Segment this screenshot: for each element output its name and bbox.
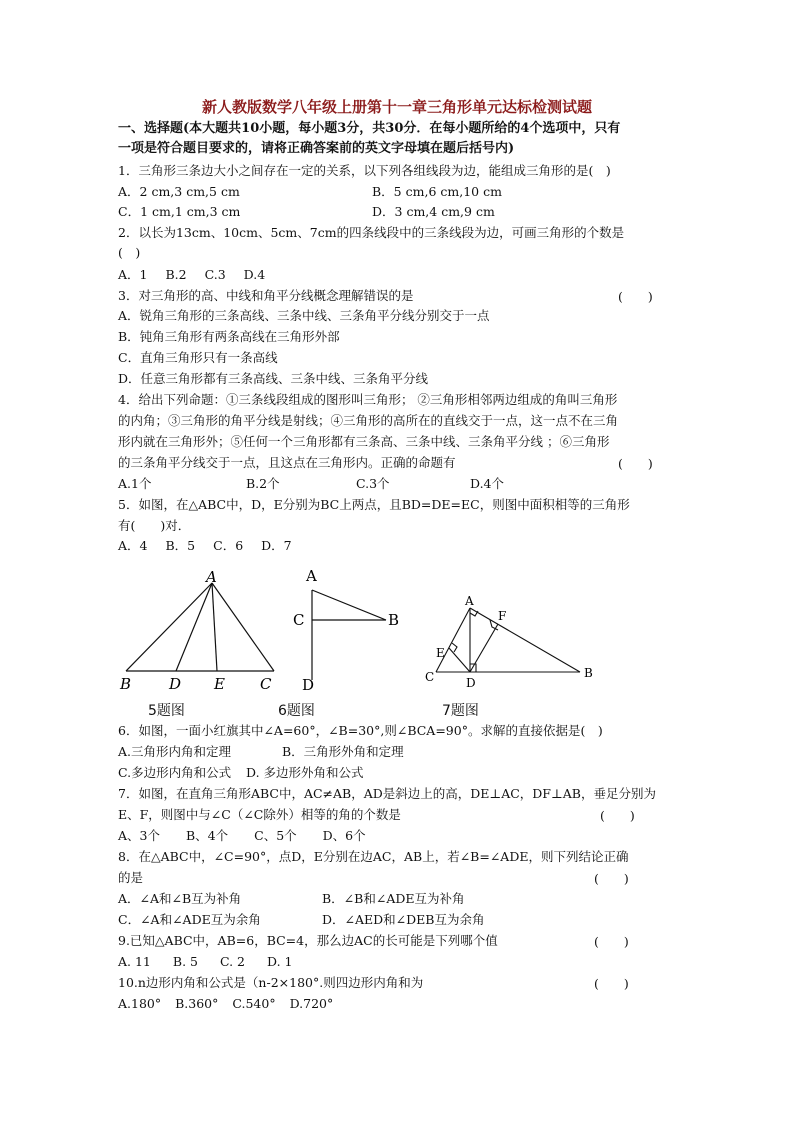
page-title: 新人教版数学八年级上册第十一章三角形单元达标检测试题 xyxy=(201,98,592,116)
q9-option-d: D. 1 xyxy=(267,954,293,969)
fig5-label-b: B xyxy=(120,675,132,692)
q10-option-a: A.180° xyxy=(118,996,162,1011)
fig5-segment-ad xyxy=(176,583,212,671)
fig7-caption: 7题图 xyxy=(442,703,479,719)
q5-option-b: B．5 xyxy=(165,538,196,553)
q7-stem-line1: 7．如图，在直角三角形ABC中，AC≠AB，AD是斜边上的高，DE⊥AC，DF⊥AB，垂足分别为 xyxy=(118,786,656,801)
figure-5 xyxy=(114,568,284,692)
section-heading-line1: 一、选择题(本大题共10小题，每小题3分，共30分．在每小题所给的4个选项中，只有 xyxy=(118,121,621,136)
q1-option-a: A．2 cm,3 cm,5 cm xyxy=(118,184,240,199)
q1-stem: 1．三角形三条边大小之间存在一定的关系，以下列各组线段为边，能组成三角形的是( ) xyxy=(118,163,611,178)
q5-stem-line1: 5．如图，在△ABC中，D，E分别为BC上两点，且BD=DE=EC，则图中面积相等的三角形 xyxy=(118,497,630,512)
q6-option-a: A.三角形内角和定理 xyxy=(118,744,232,759)
q4-option-c: C.3个 xyxy=(356,476,390,491)
q1-option-d: D．3 cm,4 cm,9 cm xyxy=(372,204,495,219)
fig7-segment-ac xyxy=(436,608,470,672)
q1-option-b: B．5 cm,6 cm,10 cm xyxy=(372,184,502,199)
fig6-label-c: C xyxy=(293,611,305,629)
q6-option-c: C.多边形内角和公式 xyxy=(118,765,232,780)
q4-stem-line1: 4．给出下列命题：①三条线段组成的图形叫三角形； ②三角形相邻两边组成的角叫三角形 xyxy=(118,392,618,407)
fig7-label-c: C xyxy=(425,670,435,684)
q5-option-d: D．7 xyxy=(261,538,292,553)
q7-stem-line2: E、F，则图中与∠C（∠C除外）相等的角的个数是 xyxy=(118,807,401,822)
q2-stem-line2: ( ) xyxy=(118,245,141,260)
fig5-caption: 5题图 xyxy=(148,703,185,719)
q9-option-c: C. 2 xyxy=(219,954,246,969)
q3-answer-bracket: ( ) xyxy=(618,289,653,304)
fig5-label-c: C xyxy=(260,675,272,692)
q5-option-c: C．6 xyxy=(213,538,244,553)
q10-options xyxy=(118,995,351,1012)
q3-stem: 3．对三角形的高、中线和角平分线概念理解错误的是 xyxy=(118,288,414,303)
q4-stem-line3: 形内就在三角形外；⑤任何一个三角形都有三条高、三条中线、三条角平分线 ；⑥三角形 xyxy=(118,434,610,449)
fig6-caption: 6题图 xyxy=(278,703,315,719)
fig7-label-e: E xyxy=(436,646,445,660)
q4-stem-line4: 的三条角平分线交于一点，且这点在三角形内。正确的命题有 xyxy=(118,455,456,470)
figure-7 xyxy=(418,590,608,694)
fig6-segment-ab xyxy=(312,590,386,620)
fig7-label-d: D xyxy=(466,676,476,690)
q8-stem-line2: 的是 xyxy=(118,870,144,885)
q2-option-b: B.2 xyxy=(165,267,187,282)
fig7-label-b: B xyxy=(584,666,593,680)
fig5-label-a: A xyxy=(206,568,217,586)
q4-stem-line2: 的内角；③三角形的角平分线是射线；④三角形的高所在的直线交于一点，这一点不在三角 xyxy=(118,413,619,428)
q9-option-b: B. 5 xyxy=(172,954,198,969)
fig7-segment-df xyxy=(470,624,498,672)
fig7-segment-ab xyxy=(470,608,580,672)
q9-options xyxy=(118,953,311,970)
q6-stem: 6．如图，一面小红旗其中∠A=60°，∠B=30°,则∠BCA=90°。求解的直接依据是( ) xyxy=(118,723,603,738)
fig7-label-a: A xyxy=(465,594,474,608)
fig6-label-b: B xyxy=(388,611,400,629)
q8-answer-bracket: ( ) xyxy=(594,871,629,886)
q7-option-b: B、4个 xyxy=(185,828,229,843)
q9-stem: 9.已知△ABC中，AB=6，BC=4，那么边AC的长可能是下列哪个值 xyxy=(118,933,498,948)
q4-option-a: A.1个 xyxy=(118,476,152,491)
section-heading-line2: 一项是符合题目要求的，请将正确答案前的英文字母填在题后括号内) xyxy=(118,141,515,156)
q8-option-a: A．∠A和∠B互为补角 xyxy=(118,891,242,906)
q2-options xyxy=(118,266,283,283)
fig5-segment-ac xyxy=(212,583,274,671)
q7-option-d: D、6个 xyxy=(322,828,366,843)
q3-option-c: C．直角三角形只有一条高线 xyxy=(118,350,278,365)
fig7-right-angle-e xyxy=(452,643,457,652)
fig7-label-f: F xyxy=(498,609,507,623)
q6-option-d: D. 多边形外角和公式 xyxy=(246,765,364,780)
q3-option-d: D．任意三角形都有三条高线、三条中线、三条角平分线 xyxy=(118,371,429,386)
fig5-label-e: E xyxy=(214,675,225,692)
fig5-segment-ae xyxy=(212,583,217,671)
q2-option-a: A．1 xyxy=(118,267,148,282)
q9-answer-bracket: ( ) xyxy=(594,934,629,949)
q7-option-c: C、5个 xyxy=(254,828,297,843)
q3-option-b: B．钝角三角形有两条高线在三角形外部 xyxy=(118,329,340,344)
q10-option-d: D.720° xyxy=(289,996,334,1011)
q4-answer-bracket: ( ) xyxy=(618,456,653,471)
q8-option-b: B．∠B和∠ADE互为补角 xyxy=(322,891,465,906)
fig7-segment-de xyxy=(449,648,470,672)
q10-option-c: C.540° xyxy=(232,996,276,1011)
q8-stem-line1: 8．在△ABC中，∠C=90°，点D，E分别在边AC，AB上，若∠B=∠ADE，则下列结论正确 xyxy=(118,849,629,864)
q10-answer-bracket: ( ) xyxy=(594,976,629,991)
q8-option-d: D．∠AED和∠DEB互为余角 xyxy=(322,912,485,927)
q5-options xyxy=(118,537,310,554)
q5-stem-line2: 有( )对． xyxy=(118,518,191,533)
q5-option-a: A．4 xyxy=(118,538,148,553)
q7-answer-bracket: ( ) xyxy=(600,808,635,823)
q2-stem-line1: 2．以长为13cm、10cm、5cm、7cm的四条线段中的三条线段为边，可画三角形的个数是 xyxy=(118,225,625,240)
q7-option-a: A、3个 xyxy=(118,828,160,843)
q10-option-b: B.360° xyxy=(175,996,219,1011)
figure-6 xyxy=(288,564,408,694)
fig5-label-d: D xyxy=(169,675,182,692)
q2-option-c: C.3 xyxy=(204,267,226,282)
q7-options xyxy=(118,827,384,844)
q2-option-d: D.4 xyxy=(243,267,266,282)
q6-option-b: B．三角形外角和定理 xyxy=(282,744,404,759)
q8-option-c: C．∠A和∠ADE互为余角 xyxy=(118,912,261,927)
fig6-label-d: D xyxy=(302,676,315,694)
q9-option-a: A. 11 xyxy=(118,954,151,969)
q1-option-c: C．1 cm,1 cm,3 cm xyxy=(118,204,241,219)
q4-option-b: B.2个 xyxy=(246,476,280,491)
q4-option-d: D.4个 xyxy=(470,476,505,491)
fig6-label-a: A xyxy=(306,567,317,585)
q3-option-a: A．锐角三角形的三条高线、三条中线、三条角平分线分别交于一点 xyxy=(118,308,490,323)
fig5-segment-ab xyxy=(126,583,212,671)
q10-stem: 10.n边形内角和公式是（n-2×180°.则四边形内角和为 xyxy=(118,975,424,990)
